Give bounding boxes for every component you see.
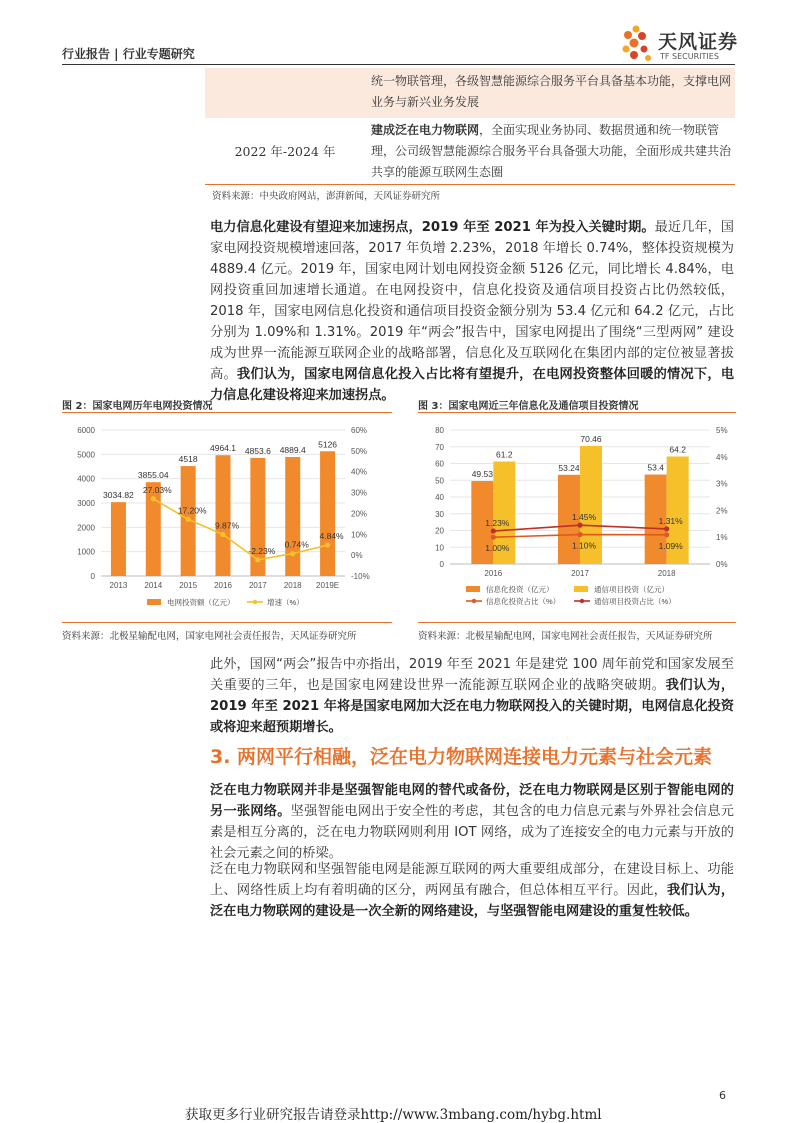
y-tick-label-left: 40	[435, 493, 444, 502]
paragraph-body: 此外，国网“两会”报告中亦指出，2019 年至 2021 年是建党 100 周年前党和国家发展至关重要的三年，也是国家电网建设世界一流能源互联网企业的战略突破期。	[210, 657, 734, 693]
bar-data-label: 3034.82	[103, 490, 134, 501]
line-data-label: 1.23%	[485, 518, 510, 529]
figure-3-source: 资料来源：北极星输配电网，国家电网社会责任报告，天风证券研究所	[418, 631, 713, 642]
paragraph-body: 泛在电力物联网和坚强智能电网是能源互联网的两大重要组成部分，在建设目标上、功能上、网络性质上均有着明确的区分，两网虽有融合，但总体相互平行。因此，	[210, 862, 734, 898]
line-data-label: 0.74%	[284, 539, 309, 550]
y-tick-label-left: 2000	[77, 523, 95, 533]
x-tick-label: 2015	[179, 581, 198, 590]
legend-label: 信息化投资（亿元）	[486, 585, 554, 594]
bar-data-label: 4964.1	[210, 443, 236, 454]
line-point	[186, 517, 191, 522]
figure-2-source: 资料来源：北极星输配电网，国家电网社会责任报告，天风证券研究所	[62, 631, 357, 642]
y-tick-label-left: 3000	[77, 499, 95, 508]
legend-swatch	[147, 599, 161, 605]
paragraph-body: 坚强智能电网出于安全性的考虑，其包含的电力信息元素与外界社会信息元素是相互分离的，泛在电力物联网则利用 IOT 网络，成为了连接安全的电力元素与开放的社会元素之间的桥梁。	[210, 804, 734, 861]
y-tick-label-right: 30%	[351, 488, 368, 498]
y-tick-label-right: -10%	[351, 572, 370, 581]
line-point	[290, 551, 295, 556]
paragraph-body: 最近几年，国家电网投资规模增速回落，2017 年负增 2.23%，2018 年增长 0.74%，整体投资规模为 4889.4 亿元。2019 年，国家电网计划电网投资金额 5126 亿元，同比增长 4.84%，电网投资重回加速增长通道。在电网投资中，信息化投资及通信项目投资占比仍然较低，2018 年，国家电网信息化投资和通信项目投资金额分别为 53.4 亿元和 64.2 亿元，占比分别为 1.09%和 1.31%。2019 年“两会”报告中，国家电网提出了围绕“三型两网” 建设成为世界一流能源互联网企业的战略部署，信息化及互联网化在集团内部的定位被显著拔高。	[210, 220, 734, 382]
y-tick-label-left: 20	[435, 526, 444, 536]
logo	[622, 25, 747, 67]
table-cell: 统一物联管理，各级智慧能源综合服务平台具备基本功能，支撑电网业务与新兴业务发展	[371, 74, 732, 109]
y-tick-label-left: 0	[439, 560, 444, 569]
line-point	[491, 528, 496, 533]
y-tick-label-left: 80	[435, 426, 444, 435]
line-point	[325, 542, 330, 547]
bar-data-label: 70.46	[580, 433, 602, 444]
bar-data-label: 4518	[178, 454, 198, 465]
legend-label: 信息化投资占比（%）	[486, 597, 561, 606]
y-tick-label-left: 30	[435, 509, 444, 519]
line-point	[151, 496, 156, 501]
line-point	[220, 532, 225, 537]
figure-2-title-rule	[62, 412, 392, 413]
bar-data-label: 53.24	[558, 462, 580, 473]
table-cell	[371, 120, 731, 183]
chart-grid-investment	[55, 420, 395, 620]
bar	[216, 455, 231, 576]
y-tick-label-left: 0	[90, 572, 95, 581]
table-cell-bold: 建成泛在电力物联网	[371, 123, 480, 137]
figure-2-title: 图 2：国家电网历年电网投资情况	[62, 401, 213, 412]
bar-data-label: 53.4	[647, 462, 664, 473]
x-tick-label: 2016	[484, 569, 503, 578]
paragraph-bold-tail: 我们认为，泛在电力物联网的建设是一次全新的网络建设，与坚强智能电网建设的重复性较低。	[210, 883, 735, 919]
y-tick-label-left: 4000	[77, 474, 95, 484]
y-tick-label-left: 60	[435, 459, 444, 469]
line-data-label: 9.87%	[214, 520, 240, 531]
page-number: 6	[719, 1089, 726, 1102]
line-data-label: 1.45%	[571, 512, 597, 523]
figure-source-rule	[62, 622, 392, 623]
line-data-label: 1.31%	[658, 515, 683, 526]
line-data-label: 4.84%	[319, 531, 344, 542]
x-tick-label: 2016	[214, 581, 232, 590]
bar-data-label: 4889.4	[279, 445, 306, 456]
bar	[285, 457, 300, 576]
y-tick-label-right: 50%	[351, 446, 368, 456]
line-data-label: 17.20%	[177, 505, 207, 516]
legend-label: 通信项目投资占比（%）	[594, 597, 676, 606]
legend-swatch-marker	[580, 599, 584, 603]
report-category: 行业报告 | 行业专题研究	[62, 47, 195, 61]
paragraph-investment	[210, 217, 734, 406]
footer-link-text: 获取更多行业研究报告请登录http://www.3mbang.com/hybg.html	[185, 1107, 602, 1123]
legend-label: 电网投资额（亿元）	[167, 598, 235, 607]
table-source: 资料来源：中央政府网站，澎湃新闻，天风证券研究所	[212, 191, 441, 202]
y-tick-label-right: 5%	[716, 426, 728, 435]
logo-mark-icon	[622, 25, 656, 65]
y-tick-label-right: 4%	[716, 452, 728, 462]
bar-data-label: 49.53	[471, 469, 493, 480]
legend-swatch	[574, 586, 588, 592]
y-tick-label-left: 5000	[77, 450, 95, 460]
y-tick-label-left: 6000	[77, 426, 95, 435]
x-tick-label: 2013	[109, 581, 128, 590]
line-point	[664, 526, 669, 531]
y-tick-label-left: 70	[435, 442, 444, 452]
bar-data-label: 4853.6	[244, 445, 271, 456]
table-row	[205, 120, 735, 184]
paragraph-bold-tail: 我们认为，国家电网信息化投入占比将有望提升，在电网投资整体回暖的情况下，电力信息化建设将迎来加速拐点。	[210, 367, 735, 403]
line-point	[577, 532, 582, 537]
y-tick-label-right: 0%	[351, 551, 363, 561]
line-point	[577, 523, 582, 528]
paragraph-two-sessions	[210, 654, 734, 738]
x-tick-label: 2018	[283, 581, 302, 590]
bar-data-label: 64.2	[669, 444, 686, 455]
timeline-table	[205, 68, 735, 183]
line-point	[255, 557, 260, 562]
table-cell-text: ，全面实现业务协同、数据贯通和统一物联管理，公司级智慧能源综合服务平台具备强大功能，全面形成共建共治共享的能源互联网生态圈	[371, 123, 732, 179]
bar	[111, 502, 126, 576]
y-tick-label-right: 0%	[716, 560, 728, 569]
y-tick-label-right: 2%	[716, 506, 728, 516]
chart-informatization-investment	[410, 420, 745, 620]
logo-name-en: TF SECURITIES	[660, 52, 719, 61]
legend-label: 通信项目投资（亿元）	[594, 585, 669, 594]
y-tick-label-right: 20%	[351, 509, 368, 519]
logo-name-cn: 天风证券	[658, 31, 739, 53]
table-period-cell: 2022 年-2024 年	[234, 144, 336, 159]
line-data-label: -2.23%	[248, 545, 276, 556]
legend-label: 增速（%）	[267, 598, 304, 607]
y-tick-label-right: 10%	[351, 530, 368, 540]
x-tick-label: 2014	[144, 581, 163, 590]
y-tick-label-left: 50	[435, 476, 444, 486]
table-bottom-border	[205, 184, 735, 185]
legend-swatch	[466, 586, 480, 592]
x-tick-label: 2017	[248, 581, 267, 590]
bar-data-label: 61.2	[496, 449, 513, 460]
y-tick-label-right: 40%	[351, 467, 368, 477]
line-data-label: 1.10%	[571, 540, 597, 551]
bar-data-label: 3855.04	[137, 470, 169, 481]
paragraph-bold-lead: 泛在电力物联网并非是坚强智能电网的替代或备份，泛在电力物联网是区别于智能电网的另一张网络。	[210, 783, 734, 819]
y-tick-label-right: 60%	[351, 426, 368, 435]
y-tick-label-left: 10	[435, 543, 444, 553]
figure-source-rule	[418, 622, 736, 623]
legend-swatch-marker	[472, 599, 476, 603]
line-data-label: 1.09%	[658, 540, 683, 551]
line-data-label: 27.03%	[142, 484, 172, 495]
line-point	[664, 532, 669, 537]
paragraph-bold-tail: 我们认为，2019 年至 2021 年将是国家电网加大泛在电力物联网投入的关键时期，电网信息化投资或将迎来超预期增长。	[210, 678, 735, 735]
bar	[320, 451, 335, 576]
x-tick-label: 2017	[571, 569, 589, 578]
paragraph-two-networks	[210, 859, 734, 922]
section-heading: 3. 两网平行相融，泛在电力物联网连接电力元素与社会元素	[210, 746, 713, 768]
figure-3-title: 图 3：国家电网近三年信息化及通信项目投资情况	[418, 401, 639, 412]
paragraph-bold-lead: 电力信息化建设有望迎来加速拐点，2019 年至 2021 年为投入关键时期。	[210, 220, 655, 235]
line-point	[491, 535, 496, 540]
y-tick-label-right: 3%	[716, 479, 728, 489]
y-tick-label-right: 1%	[716, 533, 728, 543]
x-tick-label: 2018	[657, 569, 676, 578]
x-tick-label: 2019E	[316, 581, 340, 590]
bar-data-label: 5126	[318, 439, 338, 450]
y-tick-label-left: 1000	[77, 547, 95, 557]
paragraph-ubiquitous-iot	[210, 780, 734, 864]
line-data-label: 1.00%	[485, 543, 510, 554]
header-divider	[62, 64, 735, 65]
figure-3-title-rule	[418, 412, 736, 413]
legend-swatch-marker	[253, 600, 257, 604]
table-row	[205, 68, 735, 118]
